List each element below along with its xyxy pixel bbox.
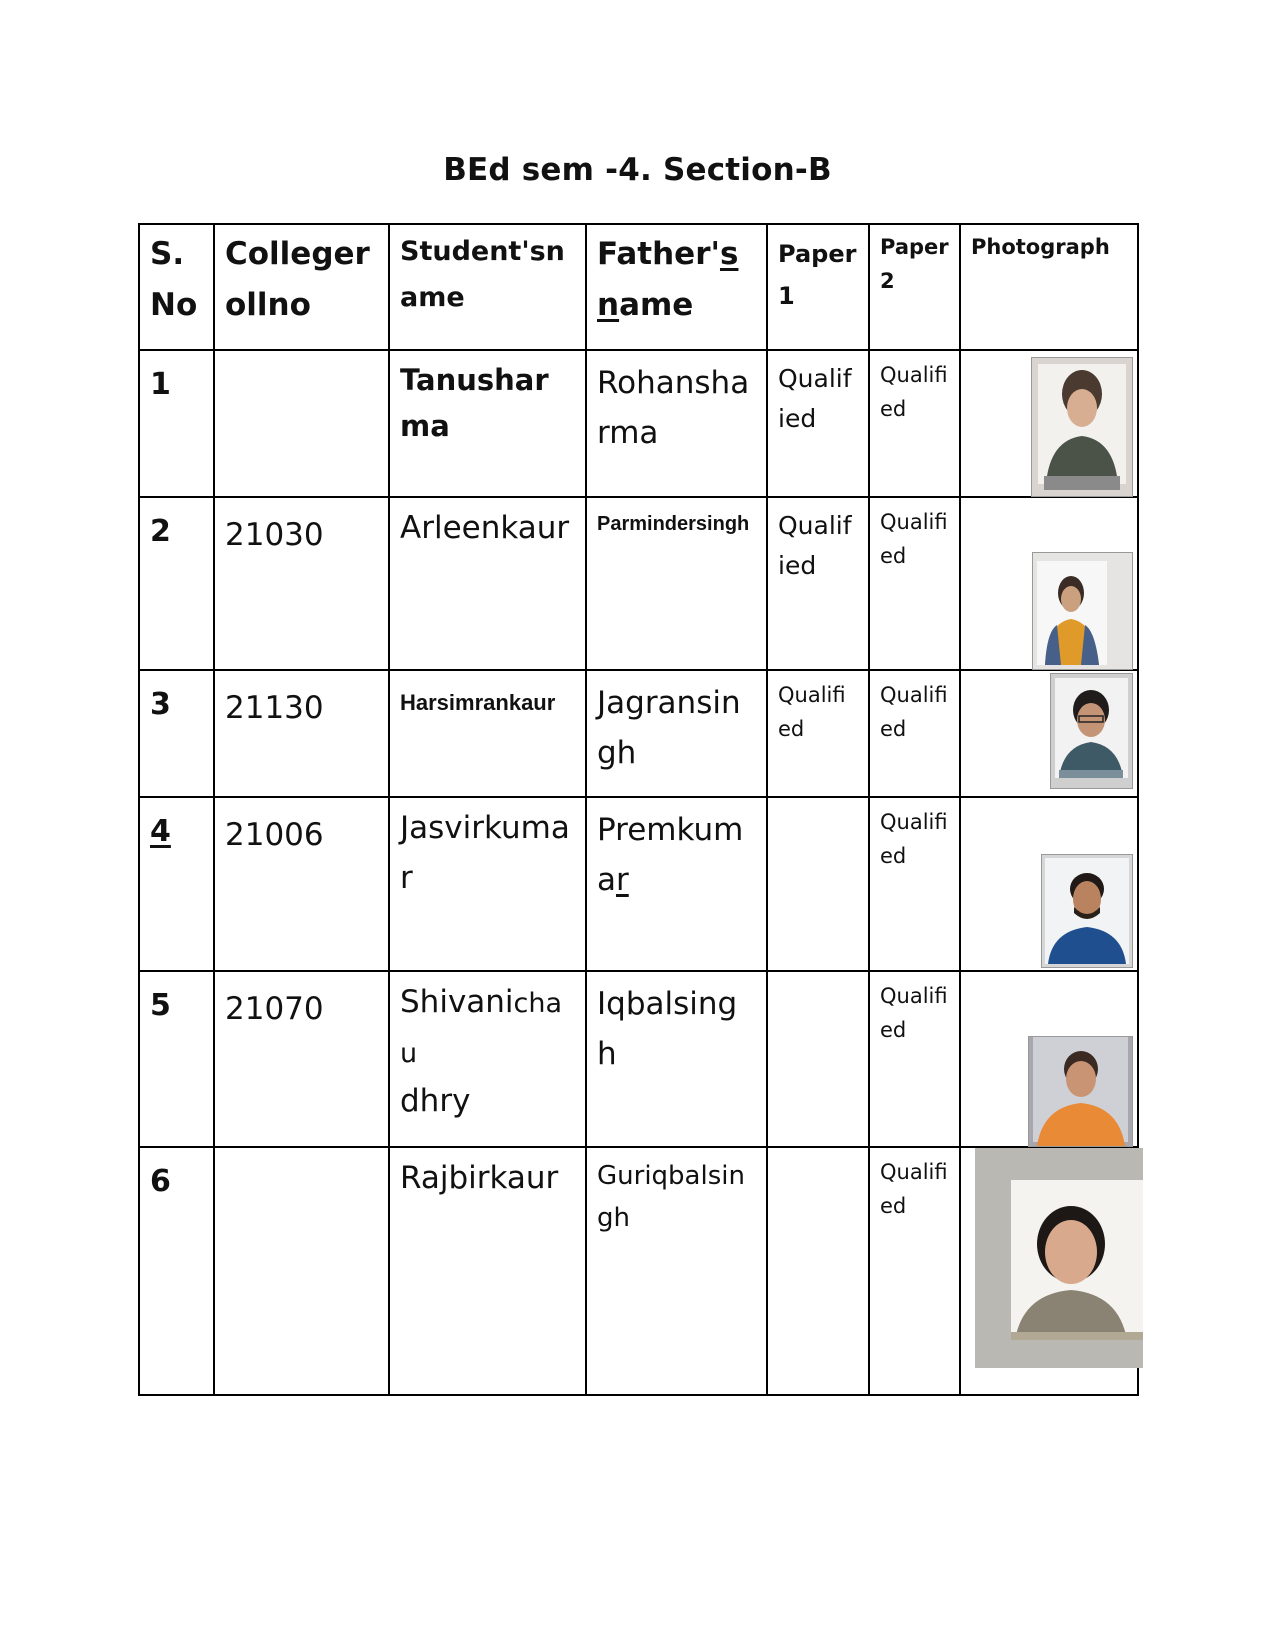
cell-text: Arleenkaur: [400, 510, 570, 546]
cell-text: Qualified: [880, 810, 948, 868]
cell-text: Qualified: [778, 511, 852, 580]
cell-text: Parmindersingh: [597, 513, 750, 535]
photo-cell: [960, 1147, 1138, 1395]
cell-text: 5: [150, 988, 171, 1023]
cell-text: Guriqbalsingh: [597, 1161, 745, 1233]
cell-text: Rohansharma: [597, 365, 750, 451]
table-cell: [869, 350, 960, 497]
cell-text: Qualified: [880, 363, 948, 421]
header-father: [586, 224, 767, 350]
student-photo: [1032, 552, 1133, 670]
cell-text: 21006: [225, 817, 324, 853]
table-cell: [869, 1147, 960, 1395]
cell-text: Student'sname: [400, 236, 565, 313]
table-cell: [869, 797, 960, 971]
table-cell: [139, 1147, 214, 1395]
student-photo: [1028, 1036, 1133, 1147]
cell-text: Qualified: [880, 984, 948, 1042]
table-cell: [214, 971, 389, 1147]
table-cell: [586, 350, 767, 497]
table-cell: [214, 497, 389, 670]
table-row: [139, 797, 1138, 971]
cell-text: Paper 2: [880, 235, 949, 293]
header-student: [389, 224, 586, 350]
table-cell: [139, 797, 214, 971]
table-cell: [767, 670, 869, 797]
cell-text: [768, 972, 868, 980]
table-cell: [139, 497, 214, 670]
cell-text: Qualified: [778, 364, 852, 433]
table-cell: [389, 797, 586, 971]
table-cell: [214, 797, 389, 971]
cell-text: 21070: [225, 991, 324, 1027]
table-cell: [586, 797, 767, 971]
cell-text: [215, 351, 388, 363]
cell-text: [768, 798, 868, 806]
cell-text: Rajbirkaur: [400, 1160, 559, 1196]
photo-cell: [960, 350, 1138, 497]
table-row: [139, 971, 1138, 1147]
table-cell: [869, 670, 960, 797]
table-cell: [139, 971, 214, 1147]
cell-text: 6: [150, 1164, 171, 1199]
cell-text: Qualified: [880, 683, 948, 741]
table-header-row: [139, 224, 1138, 350]
cell-text: Jagransingh: [597, 685, 741, 771]
photo-cell: [960, 497, 1138, 670]
table-cell: [214, 350, 389, 497]
cell-text: Shivanichau dhry: [400, 984, 563, 1120]
table-row: [139, 670, 1138, 797]
table-cell: [389, 670, 586, 797]
photo-cell: [960, 971, 1138, 1147]
header-sno: [139, 224, 214, 350]
table-cell: [214, 1147, 389, 1395]
cell-text: Jasvirkumar: [400, 810, 570, 896]
table-cell: [869, 971, 960, 1147]
cell-text: Collegerollno: [225, 236, 370, 324]
document-title: BEd sem -4. Section-B: [443, 152, 832, 188]
header-photo: [960, 224, 1138, 350]
cell-text: Qualified: [880, 1160, 948, 1218]
cell-text: 4: [150, 814, 171, 849]
table-cell: [767, 971, 869, 1147]
student-results-table: [138, 223, 1139, 1396]
table-cell: [389, 497, 586, 670]
table-cell: [586, 497, 767, 670]
cell-text: Premkumar: [597, 812, 744, 898]
cell-text: 2: [150, 514, 171, 549]
header-roll: [214, 224, 389, 350]
cell-text: Photograph: [971, 235, 1110, 259]
student-photo: [975, 1148, 1143, 1368]
table-row: [139, 497, 1138, 670]
cell-text: Paper 1: [778, 240, 857, 310]
table-cell: [767, 797, 869, 971]
cell-text: Qualified: [880, 510, 948, 568]
table-cell: [767, 350, 869, 497]
table-cell: [586, 670, 767, 797]
table-cell: [389, 971, 586, 1147]
header-paper1: [767, 224, 869, 350]
cell-text: 3: [150, 687, 171, 722]
photo-cell: [960, 797, 1138, 971]
cell-text: S.No: [150, 236, 198, 324]
student-photo: [1031, 357, 1133, 497]
cell-text: Qualified: [778, 683, 846, 741]
cell-text: Iqbalsingh: [597, 986, 738, 1072]
table-cell: [586, 1147, 767, 1395]
header-paper2: [869, 224, 960, 350]
student-photo: [1050, 673, 1133, 789]
table-cell: [389, 1147, 586, 1395]
cell-text: 21030: [225, 517, 324, 553]
cell-text: Tanusharma: [400, 363, 549, 444]
table-cell: [767, 1147, 869, 1395]
table-cell: [586, 971, 767, 1147]
photo-cell: [960, 670, 1138, 797]
cell-text: Father'sname: [597, 236, 739, 324]
student-photo: [1041, 854, 1133, 968]
table-cell: [767, 497, 869, 670]
cell-text: Harsimrankaur: [400, 690, 556, 715]
table-row: [139, 1147, 1138, 1395]
cell-text: 1: [150, 367, 171, 402]
table-cell: [389, 350, 586, 497]
table-row: [139, 350, 1138, 497]
cell-text: [215, 1148, 388, 1160]
table-cell: [869, 497, 960, 670]
table-cell: [139, 350, 214, 497]
table-cell: [139, 670, 214, 797]
cell-text: [768, 1148, 868, 1156]
table-cell: [214, 670, 389, 797]
cell-text: 21130: [225, 690, 324, 726]
